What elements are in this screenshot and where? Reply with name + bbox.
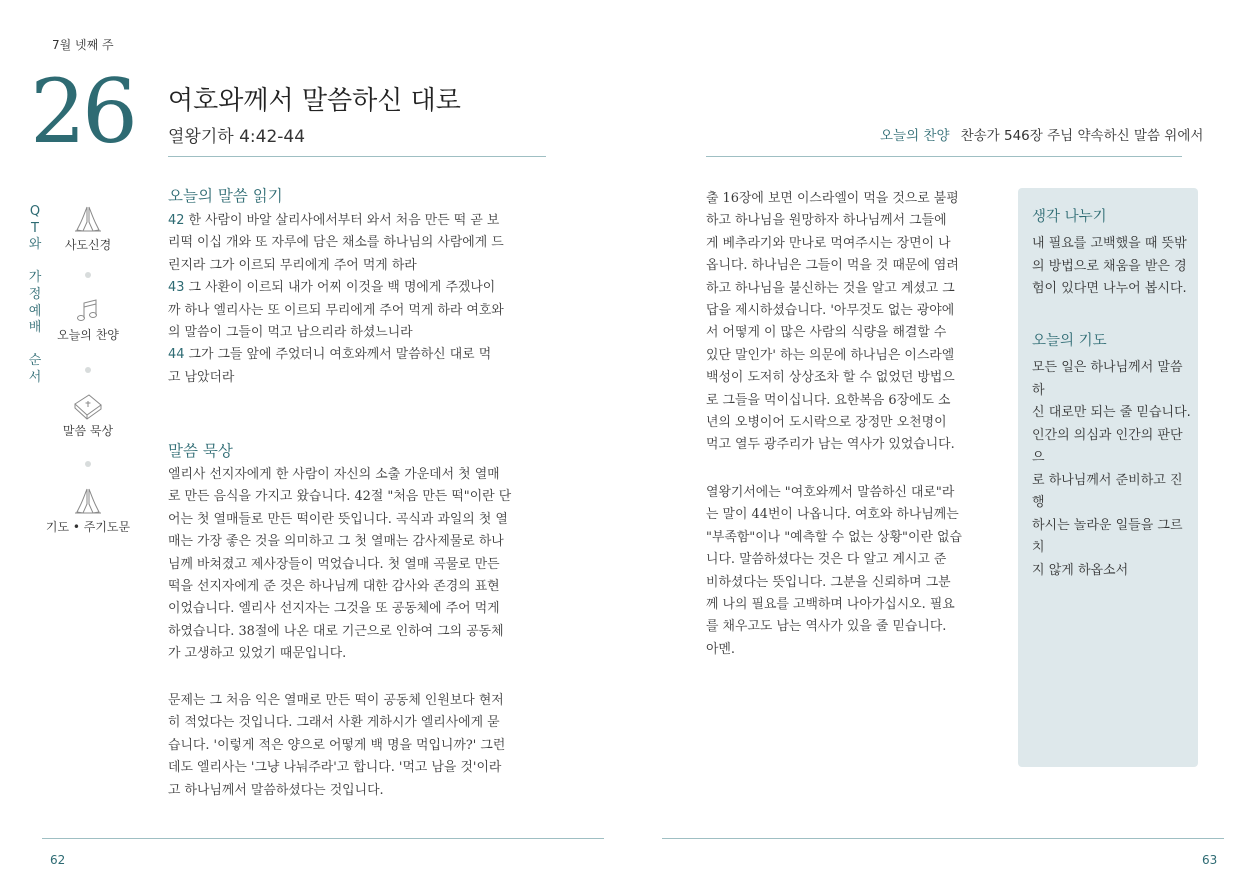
footer-divider-right (662, 838, 1224, 839)
sidebar-item-creed: 사도신경 (38, 204, 138, 253)
text-line: 께 나의 필요를 고백하며 나아가십시오. 필요 (706, 597, 955, 613)
body-paragraph-1 (706, 188, 1006, 457)
text-line: 어는 첫 열매들로 만든 떡이란 뜻입니다. 곡식과 과일의 첫 열 (168, 511, 508, 527)
verse-line: 리떡 이십 개와 또 자루에 담은 채소를 하나님의 사람에게 드 (168, 235, 504, 251)
text-line: 로 그들을 먹이십니다. 요한복음 6장에도 소 (706, 392, 951, 408)
sidebar-dot (85, 461, 91, 467)
week-label: 7월 넷째 주 (52, 38, 114, 52)
verse-number: 44 (168, 347, 185, 363)
reading-heading: 오늘의 말씀 읽기 (168, 187, 283, 205)
sidebar-item-prayer: 기도 • 주기도문 (38, 486, 138, 535)
text-line: 님께 바쳐졌고 제사장들이 먹었습니다. 첫 열매 곡물로 만든 (168, 556, 500, 572)
prayer-heading: 오늘의 기도 (1032, 333, 1107, 349)
hymn-divider (706, 156, 1182, 157)
sharing-text: 내 필요를 고백했을 때 뜻밖 의 방법으로 채움을 받은 경 험이 있다면 나누어 봅시다. (1032, 236, 1187, 296)
text-line: 하고 하나님을 불신하는 것을 알고 계셨고 그 (706, 280, 955, 296)
page-number-left: 62 (50, 853, 66, 867)
text-line: 는 말이 44번이 나옵니다. 여호와 하나님께는 (706, 507, 959, 523)
verse-line: 44 그가 그들 앞에 주었더니 여호와께서 말씀하신 대로 먹 (168, 347, 492, 363)
sidebar-item-hymn: 오늘의 찬양 (38, 298, 138, 343)
text-line: 고 하나님께서 말씀하셨다는 것입니다. (168, 782, 384, 798)
text-line: 문제는 그 처음 익은 열매로 만든 떡이 공동체 인원보다 현저 (168, 693, 504, 708)
vertical-section-label: Q T 와 가 정 예 배 순 서 (28, 204, 42, 385)
verse-line: 43 그 사환이 이르되 내가 어찌 이것을 백 명에게 주겠나이 (168, 280, 496, 296)
text-line: 엘리사 선지자에게 한 사람이 자신의 소출 가운데서 첫 열매 (168, 467, 500, 482)
hymn-text: 찬송가 546장 주님 약속하신 말씀 위에서 (960, 128, 1204, 144)
verse-line: 까 하나 엘리사는 또 이르되 무리에게 주어 먹게 하라 여호와 (168, 302, 504, 318)
text-line: 게 베추라기와 만나로 먹여주시는 장면이 나 (706, 235, 951, 251)
verse-number: 43 (168, 280, 185, 296)
text-line: 비하셨다는 뜻입니다. 그분을 신뢰하며 그분 (706, 574, 951, 590)
page-number-right: 63 (1202, 853, 1218, 867)
text-line: 아멘. (706, 641, 736, 657)
bible-icon (71, 392, 105, 420)
meditation-paragraph-2 (168, 690, 550, 802)
text-line: 년의 오병이어 도시락으로 장정만 오천명이 (706, 415, 947, 431)
scripture-reading (168, 210, 550, 389)
text-line: 서 어떻게 이 많은 사람의 식량을 해결할 수 (706, 325, 947, 341)
text-line: 습니다. '이렇게 적은 양으로 어떻게 백 명을 먹입니까?' 그런 (168, 737, 506, 753)
scripture-reference: 열왕기하 4:42-44 (168, 127, 306, 147)
sidebar-dot (85, 272, 91, 278)
title-divider (168, 156, 546, 157)
music-note-icon (73, 298, 103, 324)
text-line: 떡을 선지자에게 준 것은 하나님께 대한 감사와 존경의 표현 (168, 579, 500, 595)
text-line: 를 채우고도 남는 역사가 있을 줄 믿습니다. (706, 619, 947, 635)
text-line: 백성이 도저히 상상조차 할 수 없었던 방법으 (706, 370, 955, 386)
hymn-info (880, 124, 1203, 144)
text-line: 출 16장에 보면 이스라엘이 먹을 것으로 불평 (706, 191, 959, 206)
hymn-label: 오늘의 찬양 (880, 128, 950, 144)
footer-divider-left (42, 838, 604, 839)
verse-line: 의 말씀이 그들이 먹고 남으리라 하셨느니라 (168, 325, 413, 341)
sharing-heading: 생각 나누기 (1032, 209, 1107, 225)
page-title: 여호와께서 말씀하신 대로 (168, 86, 461, 116)
text-line: 답을 제시하셨습니다. '아무것도 없는 광야에 (706, 303, 955, 319)
text-line: 데도 엘리사는 '그냥 나눠주라'고 합니다. '먹고 남을 것'이라 (168, 760, 502, 776)
text-line: 옵니다. 하나님은 그들이 먹을 것 때문에 염려 (706, 258, 959, 274)
verse-number: 42 (168, 213, 185, 228)
sidebar-dot (85, 367, 91, 373)
text-line: 하고 하나님을 원망하자 하나님께서 그들에 (706, 213, 947, 229)
text-line: 니다. 말씀하셨다는 것은 다 알고 계시고 준 (706, 552, 947, 568)
text-line: 가 고생하고 있었기 때문입니다. (168, 646, 347, 662)
day-number: 26 (30, 60, 134, 163)
praying-hands-icon (71, 204, 105, 234)
body-paragraph-2 (706, 482, 1006, 661)
text-line: 먹고 열두 광주리가 남는 역사가 있었습니다. (706, 437, 955, 453)
meditation-heading: 말씀 묵상 (168, 442, 233, 460)
text-line: 있단 말인가' 하는 의문에 하나님은 이스라엘 (706, 347, 955, 363)
text-line: 히 적었다는 것입니다. 그래서 사환 게하시가 엘리사에게 묻 (168, 715, 500, 731)
text-line: 열왕기서에는 "여호와께서 말씀하신 대로"라 (706, 485, 955, 500)
meditation-paragraph-1 (168, 464, 550, 666)
text-line: 이었습니다. 엘리사 선지자는 그것을 또 공동체에 주어 먹게 (168, 601, 500, 617)
text-line: 로 만든 음식을 가지고 왔습니다. 42절 "처음 만든 떡"이란 단 (168, 489, 512, 505)
text-line: 매는 가장 좋은 것을 의미하고 그 첫 열매는 감사제물로 하나 (168, 534, 504, 550)
prayer-text: 모든 일은 하나님께서 말씀하 신 대로만 되는 줄 믿습니다. 인간의 의심과 인간의 판단으 로 하나님께서 준비하고 진행 하시는 놀라운 일들을 그르치 지 않게 하옵소서 (1032, 360, 1191, 578)
praying-hands-icon (71, 486, 105, 516)
text-line: "부족함"이나 "예측할 수 없는 상황"이란 없습 (706, 529, 962, 545)
verse-line: 고 남았더라 (168, 369, 235, 385)
sidebar-item-meditation: 말씀 묵상 (38, 392, 138, 439)
verse-line: 린지라 그가 이르되 무리에게 주어 먹게 하라 (168, 257, 417, 273)
text-line: 하였습니다. 38절에 나온 대로 기근으로 인하여 그의 공동체 (168, 623, 504, 639)
verse-line: 42 한 사람이 바알 살리사에서부터 와서 처음 만든 떡 곧 보 (168, 213, 500, 228)
